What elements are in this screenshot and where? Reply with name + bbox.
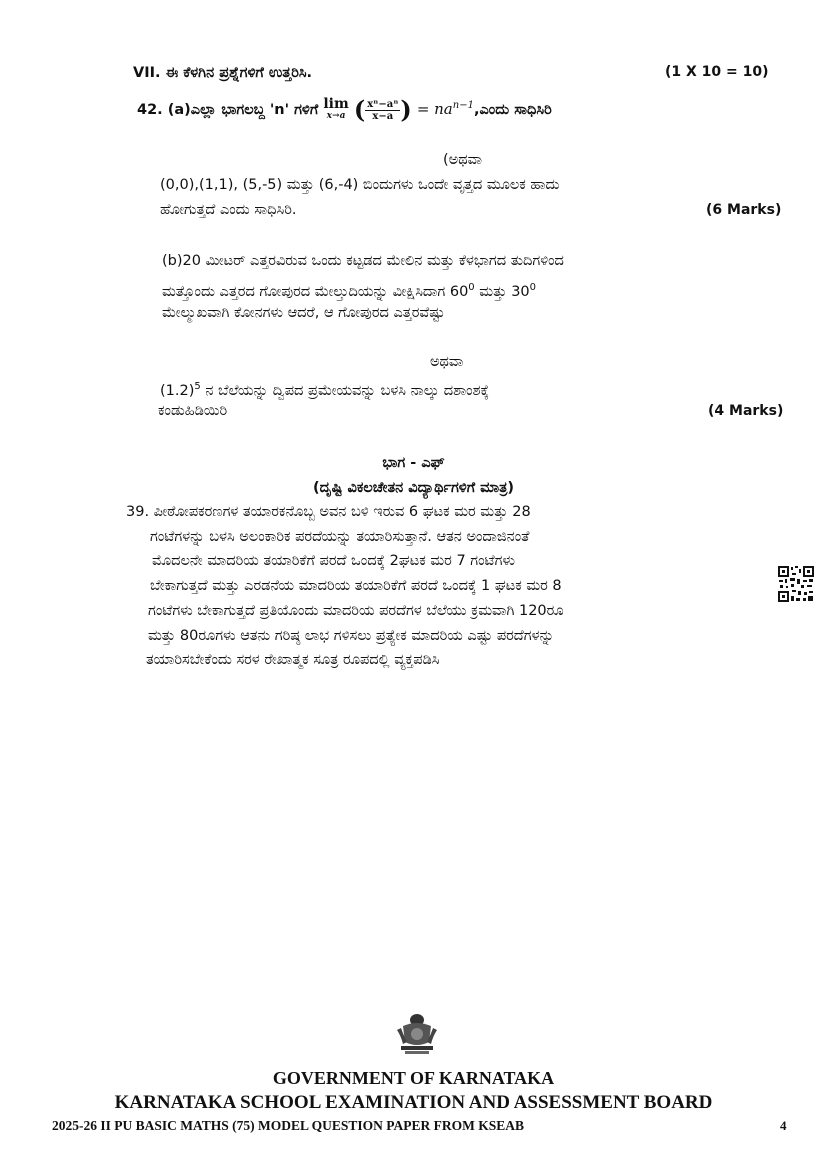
q42-b-alt-line1: $(1.2)^5$ ನ ಬೆಲೆಯನ್ನು ದ್ವಿಪದ ಪ್ರಮೇಯವನ್ನು ಬಳಸಿ ನಾಲ್ಕು ದಶಾಂಶಕ್ಕೆ	[160, 381, 490, 399]
q42-a-alt-line1: (0,0),(1,1), (5,-5) ಮತ್ತು (6,-4) ಬಿಂದುಗಳು ಒಂದೇ ವೃತ್ತದ ಮೂಲಕ ಹಾದು	[160, 177, 560, 193]
q39-line2: ಗಂಟೆಗಳನ್ನು ಬಳಸಿ ಅಲಂಕಾರಿಕ ಪರದೆಯನ್ನು ತಯಾರಿಸುತ್ತಾನೆ. ಆತನ ಅಂದಾಜಿನಂತೆ	[150, 529, 530, 545]
or-separator-1: (ಅಥವಾ	[443, 152, 483, 168]
fraction-denominator: x−a	[372, 110, 394, 122]
q42-a-prefix: 42. (a)ಎಲ್ಲಾ ಭಾಗಲಬ್ದ 'n' ಗಳಿಗೆ	[137, 102, 319, 118]
section-marks: (1 X 10 = 10)	[665, 64, 769, 80]
q42-a-statement	[137, 93, 552, 123]
q39-line6: ಮತ್ತು 80ರೂಗಳು ಆತನು ಗರಿಷ್ಠ ಲಾಭ ಗಳಿಸಲು ಪ್ರತ್ಯೇಕ ಮಾದರಿಯ ಎಷ್ಟು ಪರದೆಗಳನ್ನು	[148, 628, 555, 644]
part-f-subtitle: (ದೃಷ್ಟಿ ವಿಕಲಚೇತನ ವಿದ್ಯಾರ್ಥಿಗಳಿಗೆ ಮಾತ್ರ)	[312, 480, 515, 496]
limit-result: = $na^{n-1}$	[416, 100, 474, 118]
q39-line1: 39. ಪೀಠೋಪಕರಣಗಳ ತಯಾರಕನೊಬ್ಬ ಅವನ ಬಳಿ ಇರುವ 6 ಘಟಕ ಮರ ಮತ್ತು 28	[126, 504, 531, 520]
q42-a-alt-line2: ಹೋಗುತ್ತದೆ ಎಂದು ಸಾಧಿಸಿರಿ.	[160, 202, 297, 218]
q42-b-line1: (b)20 ಮೀಟರ್ ಎತ್ತರವಿರುವ ಒಂದು ಕಟ್ಟಡದ ಮೇಲಿನ ಮತ್ತು ಕೆಳಭಾಗದ ತುದಿಗಳಿಂದ	[162, 253, 564, 269]
q42-b-line3: ಮೇಲ್ಮುಖವಾಗಿ ಕೋನಗಳು ಆದರೆ, ಆ ಗೋಪುರದ ಎತ್ತರವೆಷ್ಟು	[162, 305, 445, 321]
q42-a-marks: (6 Marks)	[706, 202, 782, 218]
open-paren: (	[353, 95, 366, 124]
footer-paper-title: 2025-26 II PU BASIC MATHS (75) MODEL QUESTION PAPER FROM KSEAB	[52, 1118, 525, 1133]
q39-line5: ಗಂಟೆಗಳು ಬೇಕಾಗುತ್ತದೆ ಪ್ರತಿಯೊಂದು ಮಾದರಿಯ ಪರದೆಗಳ ಬೆಲೆಯು ಕ್ರಮವಾಗಿ 120ರೂ	[148, 603, 564, 619]
q42-b-alt-line2: ಕಂಡುಹಿಡಿಯಿರಿ	[158, 403, 228, 419]
footer-board: KARNATAKA SCHOOL EXAMINATION AND ASSESSMENT BOARD	[114, 1092, 713, 1113]
karnataka-emblem-icon	[393, 1012, 441, 1058]
limit-fraction	[365, 99, 400, 122]
section-heading: VII. ಈ ಕೆಳಗಿನ ಪ್ರಶ್ನೆಗಳಿಗೆ ಉತ್ತರಿಸಿ.	[133, 65, 313, 81]
q42-b-marks: (4 Marks)	[708, 403, 784, 419]
lim-word: lim	[323, 96, 349, 112]
qr-code-icon	[777, 565, 815, 603]
q39-line4: ಬೇಕಾಗುತ್ತದೆ ಮತ್ತು ಎರಡನೆಯ ಮಾದರಿಯ ತಯಾರಿಕೆಗೆ ಪರದೆ ಒಂದಕ್ಕೆ 1 ಘಟಕ ಮರ 8	[150, 578, 562, 594]
q42-a-suffix: ,ಎಂದು ಸಾಧಿಸಿರಿ	[473, 102, 552, 118]
q39-line3: ಮೊದಲನೇ ಮಾದರಿಯ ತಯಾರಿಕೆಗೆ ಪರದೆ ಒಂದಕ್ಕೆ 2ಘಟಕ ಮರ 7 ಗಂಟೆಗಳು	[152, 553, 515, 569]
lim-subscript: x→a	[326, 111, 346, 121]
page-number: 4	[780, 1118, 787, 1133]
footer-government: GOVERNMENT OF KARNATAKA	[272, 1068, 555, 1088]
or-separator-2: ಅಥವಾ	[430, 354, 464, 370]
q42-b-line2: ಮತ್ತೊಂದು ಎತ್ತರದ ಗೋಪುರದ ಮೇಲ್ತುದಿಯನ್ನು ವೀಕ್ಷಿಸಿದಾಗ $60^0$ ಮತ್ತು $30^0$	[162, 282, 537, 300]
close-paren: )	[400, 95, 412, 124]
q39-line7: ತಯಾರಿಸಬೇಕೆಂದು ಸರಳ ರೇಖಾತ್ಮಕ ಸೂತ್ರ ರೂಪದಲ್ಲಿ ವ್ಯಕ್ತಪಡಿಸಿ	[146, 652, 440, 668]
fraction-numerator: xⁿ−aⁿ	[367, 98, 399, 110]
part-f-title: ಭಾಗ - ಎಫ್	[382, 455, 445, 471]
limit-operator	[323, 98, 348, 122]
